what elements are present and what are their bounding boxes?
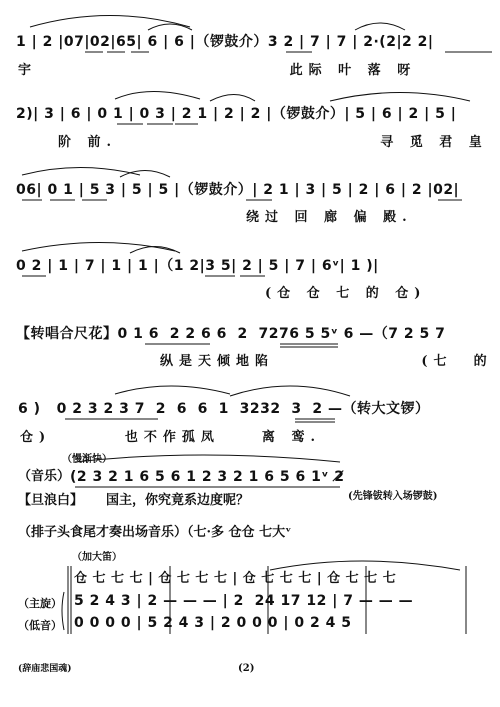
lyrics-row-1: 宇 此际 叶 落 呀 <box>18 63 417 78</box>
bass-row: 0 0 0 0 | 5 2 4 3 | 2 0 0 0 | 0 2 4 5 <box>74 615 352 631</box>
slur <box>115 92 200 100</box>
slur <box>230 386 350 396</box>
main-melody-label: （主旋） <box>18 597 62 610</box>
percussion-row: 仓 七 七 七 | 仓 七 七 七 | 仓 七 七 七 | 仓 七 七 七 <box>74 571 397 586</box>
slur <box>120 171 170 178</box>
page-number: (2) <box>238 663 255 674</box>
slur <box>22 243 175 252</box>
music-prefix: （音乐） <box>18 469 71 484</box>
slur <box>75 455 340 462</box>
dialogue-text: 国主，你究竟系边度呢？ <box>106 493 250 508</box>
slur <box>270 561 460 570</box>
footer-title: (辞庙悲国魂) <box>18 664 72 674</box>
slur <box>210 95 255 102</box>
notation-row-6: 6 ) 0 2 3 2 3 7 2 6 6 1 3232 3 2 —（转大文锣） <box>18 401 430 417</box>
instrument-direction: （排子头食尾才奏出场音乐）（七·多 仓仓 七大ᵛ <box>18 525 292 540</box>
notation-row-2: 2)| 3 | 6 | 0 1 | 0 3 | 2 1 | 2 | 2 |（锣鼓介）| 5 | 6 | 2 | 5 | <box>16 106 457 122</box>
slur <box>355 23 405 30</box>
slur <box>148 24 192 30</box>
notation-row-3: 06| 0 1 | 5 3 | 5 | 5 |（锣鼓介）| 2 1 | 3 | 5 | 2 | 6 | 2 |02| <box>16 182 460 198</box>
lyrics-row-3: 绕过 回 廊 偏 殿. <box>246 210 413 225</box>
instrument-note: （加大笛） <box>72 552 122 563</box>
tempo-mark: （慢渐快） <box>62 454 112 465</box>
music-end-note: (先锋钹转入场锣鼓) <box>348 491 438 502</box>
slur <box>30 16 190 28</box>
music-notation: (2 3 2 1 6 5 6 1 2 3 2 1 6 5 6 1ᵛ 2̸ <box>70 469 345 485</box>
slur <box>330 93 470 102</box>
slur <box>130 247 180 254</box>
notation-row-4: 0 2 | 1 | 7 | 1 | 1 |（1 2|3 5| 2 | 5 | 7 | 6ᵛ| 1 )| <box>16 258 379 274</box>
lyrics-row-5: 纵是天倾地陷 (七 的 <box>160 354 493 369</box>
main-melody-row: 5 2 4 3 | 2 — — — | 2 24 17 12 | 7 — — — <box>74 593 414 609</box>
slur <box>22 168 140 176</box>
dialogue-label: 【旦浪白】 <box>18 493 84 508</box>
bass-label: （低音） <box>18 619 62 632</box>
lyrics-row-4: (仓 仓 七 的 仓) <box>265 286 427 301</box>
slur <box>115 386 230 394</box>
lyrics-row-6: 仓) 也不作孤凤 离 鸾. <box>20 430 321 445</box>
notation-row-5: 【转唱合尺花】0 1 6 2 2 6 6 2 7276 5 5ᵛ 6 —（7 2 5 7 <box>16 326 446 342</box>
notation-row-1: 1 | 2 |07|02|65| 6 | 6 |（锣鼓介）3 2 | 7 | 7 | 2·(2|2 2| <box>16 34 434 50</box>
lyrics-row-2: 阶 前. 寻 觅 君 皇 <box>58 135 488 150</box>
